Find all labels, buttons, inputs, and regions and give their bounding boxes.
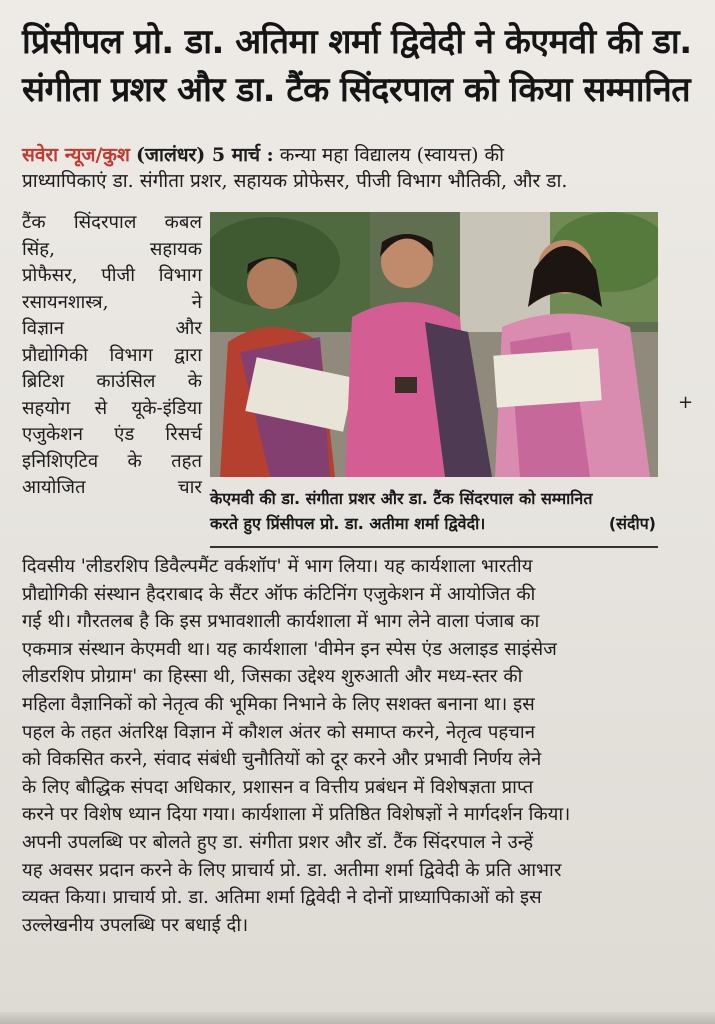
dateline: (जालंधर) 5 मार्च : — [135, 144, 274, 166]
headline — [22, 18, 692, 114]
headline-line-2: संगीता प्रशर और डा. टैंक सिंदरपाल को किया सम्मानित — [22, 70, 691, 110]
left-column-line: टैंक सिंदरपाल कबल — [22, 212, 202, 233]
body-line: महिला वैज्ञानिकों को नेतृत्व की भूमिका निभाने के लिए सशक्त बनाना था। इस — [22, 693, 535, 715]
body-line: करने पर विशेष ध्यान दिया गया। कार्यशाला में प्रतिष्ठित विशेषज्ञों ने मार्गदर्शन किया। — [22, 804, 571, 826]
left-column-line: प्रौद्योगिकी विभाग द्वारा — [22, 344, 202, 366]
headline-line-1: प्रिंसीपल प्रो. डा. अतिमा शर्मा द्विवेदी ने केएमवी की डा. — [22, 22, 692, 62]
left-column-line: रसायनशास्त्र, ने — [22, 291, 202, 313]
body-line: उल्लेखनीय उपलब्धि पर बधाई दी। — [22, 914, 249, 936]
body-line: व्यक्त किया। प्राचार्य प्रो. डा. अतिमा शर्मा द्विवेदी ने दोनों प्राध्यापिकाओं को इस — [22, 887, 542, 909]
body-line: दिवसीय 'लीडरशिप डिवैल्पमैंट वर्कशॉप' में भाग लिया। यह कार्यशाला भारतीय — [22, 556, 533, 577]
photo-caption — [210, 486, 658, 536]
body-line: गई थी। गौरतलब है कि इस प्रभावशाली कार्यशाला में भाग लेने वाला पंजाब का — [22, 611, 540, 633]
body-line: प्रौद्योगिकी संस्थान हैदराबाद के सैंटर ऑफ कंटिनिंग एजुकेशन में आयोजित की — [22, 583, 536, 605]
news-photo — [210, 212, 658, 477]
left-column-line: विज्ञान और — [22, 318, 202, 339]
news-photo-illustration — [210, 212, 658, 477]
caption-divider — [210, 546, 658, 548]
left-column-line: सिंह, सहायक — [22, 238, 202, 260]
photo-credit: (संदीप) — [608, 514, 656, 533]
left-column-line: ब्रिटिश काउंसिल के — [22, 371, 202, 392]
body-line: लीडरशिप प्रोग्राम' का हिस्सा थी, जिसका उद्देश्य शुरुआती और मध्य-स्तर की — [22, 666, 523, 688]
left-column-line: इनिशिएटिव के तहत — [22, 450, 202, 472]
left-column-line: आयोजित चार — [22, 477, 202, 498]
lead-line-2: प्राध्यापिकाएं डा. संगीता प्रशर, सहायक प्रोफेसर, पीजी विभाग भौतिकी, और डा. — [22, 170, 568, 192]
caption-line-1: केएमवी की डा. संगीता प्रशर और डा. टैंक सिंदरपाल को सम्मानित — [210, 489, 593, 508]
crop-mark-icon: + — [678, 392, 694, 413]
article-body — [22, 553, 690, 939]
lead-paragraph — [22, 142, 682, 194]
page-bottom-edge — [0, 1012, 715, 1024]
left-column-text — [22, 210, 202, 502]
body-line: के लिए बौद्धिक संपदा अधिकार, प्रशासन व वित्तीय प्रबंधन में विशेषज्ञता प्राप्त — [22, 776, 534, 798]
left-column-line: सहयोग से यूके-इंडिया — [22, 397, 202, 419]
body-line: यह अवसर प्रदान करने के लिए प्राचार्य प्रो. डा. अतीमा शर्मा द्विवेदी के प्रति आभार — [22, 859, 562, 881]
body-line: अपनी उपलब्धि पर बोलते हुए डा. संगीता प्रशर और डॉ. टैंक सिंदरपाल ने उन्हें — [22, 831, 534, 853]
news-source: सवेरा न्यूज/कुश — [22, 144, 130, 166]
caption-line-2: करते हुए प्रिंसीपल प्रो. डा. अतीमा शर्मा द्विवेदी। — [210, 514, 486, 533]
body-line: को विकसित करने, संवाद संबंधी चुनौतियों को दूर करने और प्रभावी निर्णय लेने — [22, 749, 542, 771]
body-line: पहल के तहत अंतरिक्ष विज्ञान में कौशल अंतर को समाप्त करने, नेतृत्व पहचान — [22, 721, 535, 743]
left-column-line: प्रोफैसर, पीजी विभाग — [22, 265, 202, 286]
left-column-line: एजुकेशन एंड रिसर्च — [22, 424, 202, 445]
lead-line-1: कन्या महा विद्यालय (स्वायत्त) की — [279, 144, 505, 166]
body-line: एकमात्र संस्थान केएमवी था। यह कार्यशाला 'वीमेन इन स्पेस एंड अलाइड साइंसेज — [22, 638, 557, 660]
